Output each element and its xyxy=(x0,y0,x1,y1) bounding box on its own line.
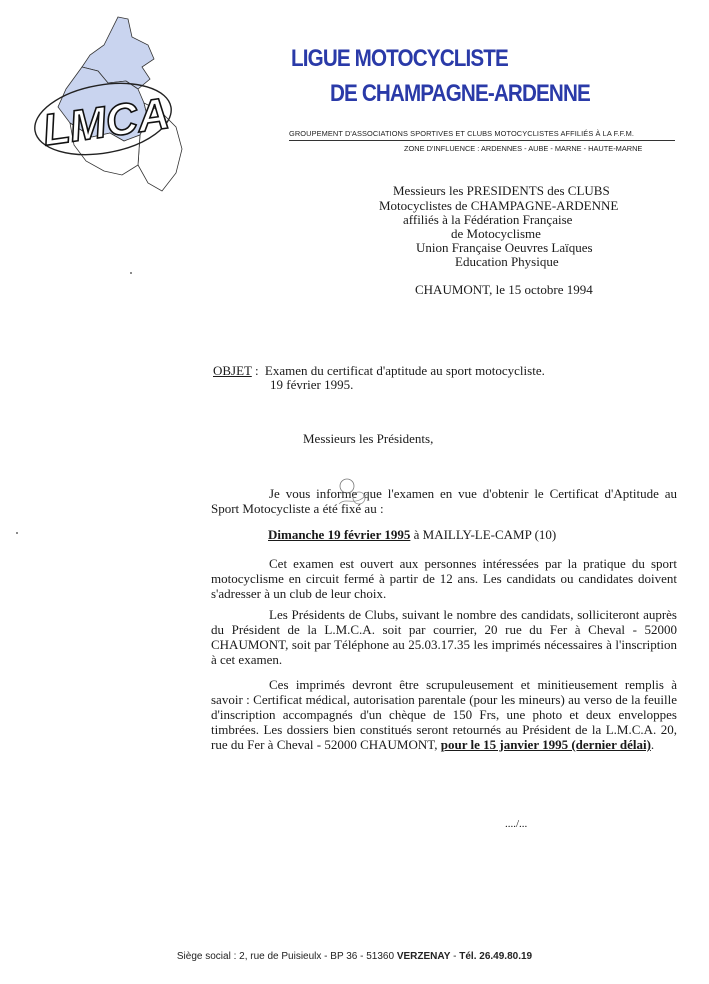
exam-place: à MAILLY-LE-CAMP (10) xyxy=(410,527,557,542)
deadline: pour le 15 janvier 1995 (dernier délai) xyxy=(440,737,651,752)
footer-separator: - xyxy=(450,951,460,962)
recipient-line: Motocyclistes de CHAMPAGNE-ARDENNE xyxy=(379,198,619,213)
header-divider xyxy=(289,140,675,141)
recipient-line: affiliés à la Fédération Française xyxy=(403,212,573,227)
objet-line2: 19 février 1995. xyxy=(270,377,354,392)
league-subtitle: GROUPEMENT D'ASSOCIATIONS SPORTIVES ET CLUBS MOTOCYCLISTES AFFILIÉS À LA F.F.M. xyxy=(289,129,634,138)
stamp-mark xyxy=(333,474,377,514)
intro-paragraph: Je vous informe que l'examen en vue d'obtenir le Certificat d'Aptitude au Sport Motocycliste a été fixé au : xyxy=(211,486,677,516)
recipient-line: Messieurs les PRESIDENTS des CLUBS xyxy=(393,183,610,198)
exam-date-row xyxy=(268,527,556,542)
footer-address xyxy=(0,951,709,962)
paragraph-documents xyxy=(211,677,677,752)
lmca-logo xyxy=(30,15,190,205)
recipient-line: de Motocyclisme xyxy=(451,226,541,241)
recipient-line: Union Française Oeuvres Laïques xyxy=(416,240,593,255)
documents-text: Ces imprimés devront être scrupuleusement et minitieusement remplis à savoir : Certificat médical, autorisation parentale (pour les mineurs) au verso de la feuille d'inscription accompagnés d'un chèque de 150 Frs, une photo et deux enveloppes timbrées. Les dossiers bien constitués seront retournés au Président de la L.M.C.A. 20, rue du Fer à Cheval - 52000 CHAUMONT, xyxy=(211,677,677,752)
objet-row xyxy=(213,363,545,378)
paragraph-registration: Les Présidents de Clubs, suivant le nombre des candidats, solliciteront auprès du Président de la L.M.C.A. soit par courrier, 20 rue du Fer à Cheval - 52000 CHAUMONT, soit par Téléphone au 25.03.17.35 les imprimés nécessaires à l'inscription à cet examen. xyxy=(211,607,677,667)
logo-text: LMCA xyxy=(39,89,173,156)
continuation-mark: ..../... xyxy=(505,818,528,830)
scan-speck xyxy=(16,532,18,534)
footer-prefix: Siège social : 2, rue de Puisieulx - BP 36 - 51360 xyxy=(176,951,397,962)
footer-city: VERZENAY xyxy=(396,951,451,962)
recipient-line: Education Physique xyxy=(455,254,559,269)
salutation: Messieurs les Présidents, xyxy=(303,431,434,446)
league-title-line2: DE CHAMPAGNE-ARDENNE xyxy=(330,80,590,107)
place-date: CHAUMONT, le 15 octobre 1994 xyxy=(415,282,593,297)
documents-end: . xyxy=(650,737,655,752)
scan-speck xyxy=(130,272,132,274)
paragraph-eligibility: Cet examen est ouvert aux personnes intéressées par la pratique du sport motocyclisme en circuit fermé à partir de 12 ans. Les candidats ou candidates doivent s'adresser à un club de leur choix. xyxy=(211,556,677,601)
league-title-line1: LIGUE MOTOCYCLISTE xyxy=(291,45,508,72)
objet-separator: : xyxy=(251,363,259,378)
footer-phone: Tél. 26.49.80.19 xyxy=(459,951,533,962)
zone-influence: ZONE D'INFLUENCE : ARDENNES - AUBE - MARNE - HAUTE-MARNE xyxy=(404,144,643,153)
objet-line1: Examen du certificat d'aptitude au sport motocycliste. xyxy=(264,363,545,378)
exam-date: Dimanche 19 février 1995 xyxy=(268,527,411,542)
objet-label: OBJET xyxy=(213,363,252,378)
